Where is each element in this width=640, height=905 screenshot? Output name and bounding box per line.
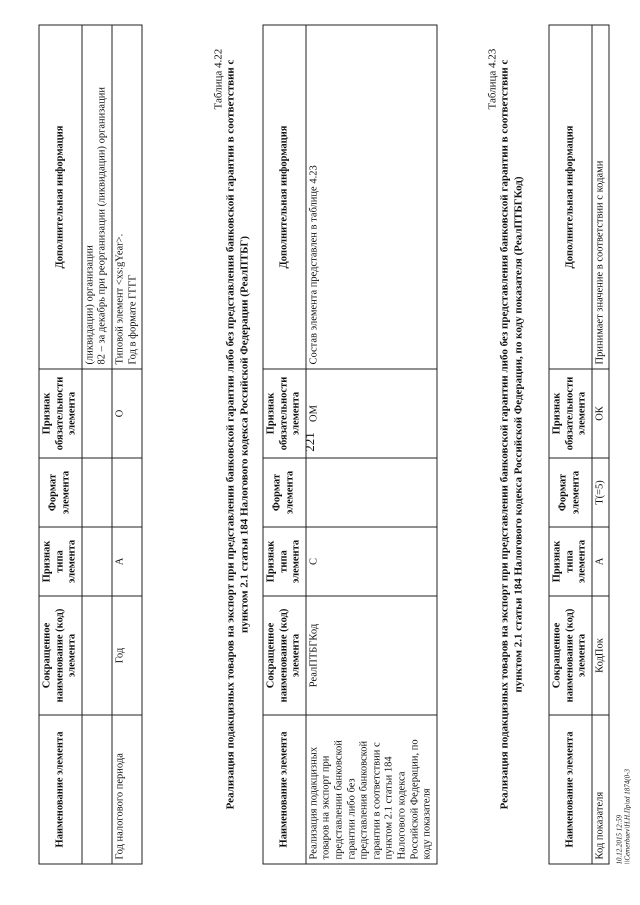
table-caption: Реализация подакцизных товаров на экспорт при представлении банковской гарантии либо без представления банковской гарантии в соответствии с пунктом 2.1 статьи 184 Налогового кодекса Российской Федерации, по коду показателя (РеалПТБГКод) <box>498 59 525 810</box>
col-header-type: Признак типа элемента <box>549 527 592 596</box>
col-header-info: Дополнительная информация <box>549 25 592 369</box>
table-row <box>112 25 142 864</box>
footer-date: 10.12.2015 12:59 <box>615 814 624 865</box>
table-row <box>592 25 610 864</box>
cell-type: С <box>306 527 437 596</box>
table-continuation <box>39 25 143 865</box>
cell-code: Год <box>112 596 142 715</box>
cell-type <box>82 527 112 596</box>
table-caption: Реализация подакцизных товаров на экспорт при представлении банковской гарантии либо без представления банковской гарантии в соответствии с пунктом 2.1 статьи 184 Налогового кодекса Российской Федерации (РеалПТБГ) <box>224 59 251 810</box>
col-header-type: Признак типа элемента <box>263 527 306 596</box>
footer-path: \\Cemerbaev\Н.Н.Пр\zd 1874(0-3 <box>623 769 632 865</box>
col-header-required: Признак обязательности элемента <box>263 369 306 458</box>
col-header-name: Наименование элемента <box>39 715 82 864</box>
cell-code: КодПок <box>592 596 610 715</box>
table-4-23 <box>549 25 610 865</box>
cell-required: ОМ <box>306 369 437 458</box>
cell-code: РеалПТБГКод <box>306 596 437 715</box>
col-header-name: Наименование элемента <box>263 715 306 864</box>
table-header-row <box>263 25 306 864</box>
cell-format <box>306 458 437 527</box>
landscape-page <box>1 0 640 905</box>
cell-name: Год налогового периода <box>112 715 142 864</box>
col-header-info: Дополнительная информация <box>39 25 82 369</box>
col-header-name: Наименование элемента <box>549 715 592 864</box>
col-header-required: Признак обязательности элемента <box>39 369 82 458</box>
cell-info: Принимает значение в соответствии с кодами <box>592 25 610 369</box>
cell-info: (ликвидации) организации 82 – за декабрь при реорганизации (ликвидации) организации <box>82 25 112 369</box>
cell-name: Код показателя <box>592 715 610 864</box>
cell-type: A <box>592 527 610 596</box>
table-header-row <box>549 25 592 864</box>
col-header-format: Формат элемента <box>39 458 82 527</box>
cell-code <box>82 596 112 715</box>
cell-format <box>112 458 142 527</box>
table-row <box>306 25 437 864</box>
table-row <box>82 25 112 864</box>
col-header-info: Дополнительная информация <box>263 25 306 369</box>
col-header-code: Сокращенное наименование (код) элемента <box>263 596 306 715</box>
col-header-format: Формат элемента <box>263 458 306 527</box>
col-header-type: Признак типа элемента <box>39 527 82 596</box>
page-number: 221 <box>301 432 317 452</box>
col-header-required: Признак обязательности элемента <box>549 369 592 458</box>
col-header-format: Формат элемента <box>549 458 592 527</box>
table-label: Таблица 4.23 <box>486 48 499 110</box>
cell-format <box>82 458 112 527</box>
footer-stamp <box>616 769 632 864</box>
cell-info: Состав элемента представлен в таблице 4.23 <box>306 25 437 369</box>
cell-name <box>82 715 112 864</box>
cell-type: A <box>112 527 142 596</box>
cell-required: O <box>112 369 142 458</box>
cell-format: T(=5) <box>592 458 610 527</box>
cell-info: Типовой элемент <xs:gYear>. Год в формате ГГГГ <box>112 25 142 369</box>
cell-required <box>82 369 112 458</box>
table-header-row <box>39 25 82 864</box>
cell-required: ОК <box>592 369 610 458</box>
table-4-22 <box>263 25 438 865</box>
col-header-code: Сокращенное наименование (код) элемента <box>39 596 82 715</box>
cell-name: Реализация подакцизных товаров на экспорт при представлении банковской гарантии либо без представления банковской гарантии в соответствии с пунктом 2.1 статьи 184 Налогового кодекса Российской Федерации, по коду показателя <box>306 715 437 864</box>
col-header-code: Сокращенное наименование (код) элемента <box>549 596 592 715</box>
table-label: Таблица 4.22 <box>212 48 225 110</box>
